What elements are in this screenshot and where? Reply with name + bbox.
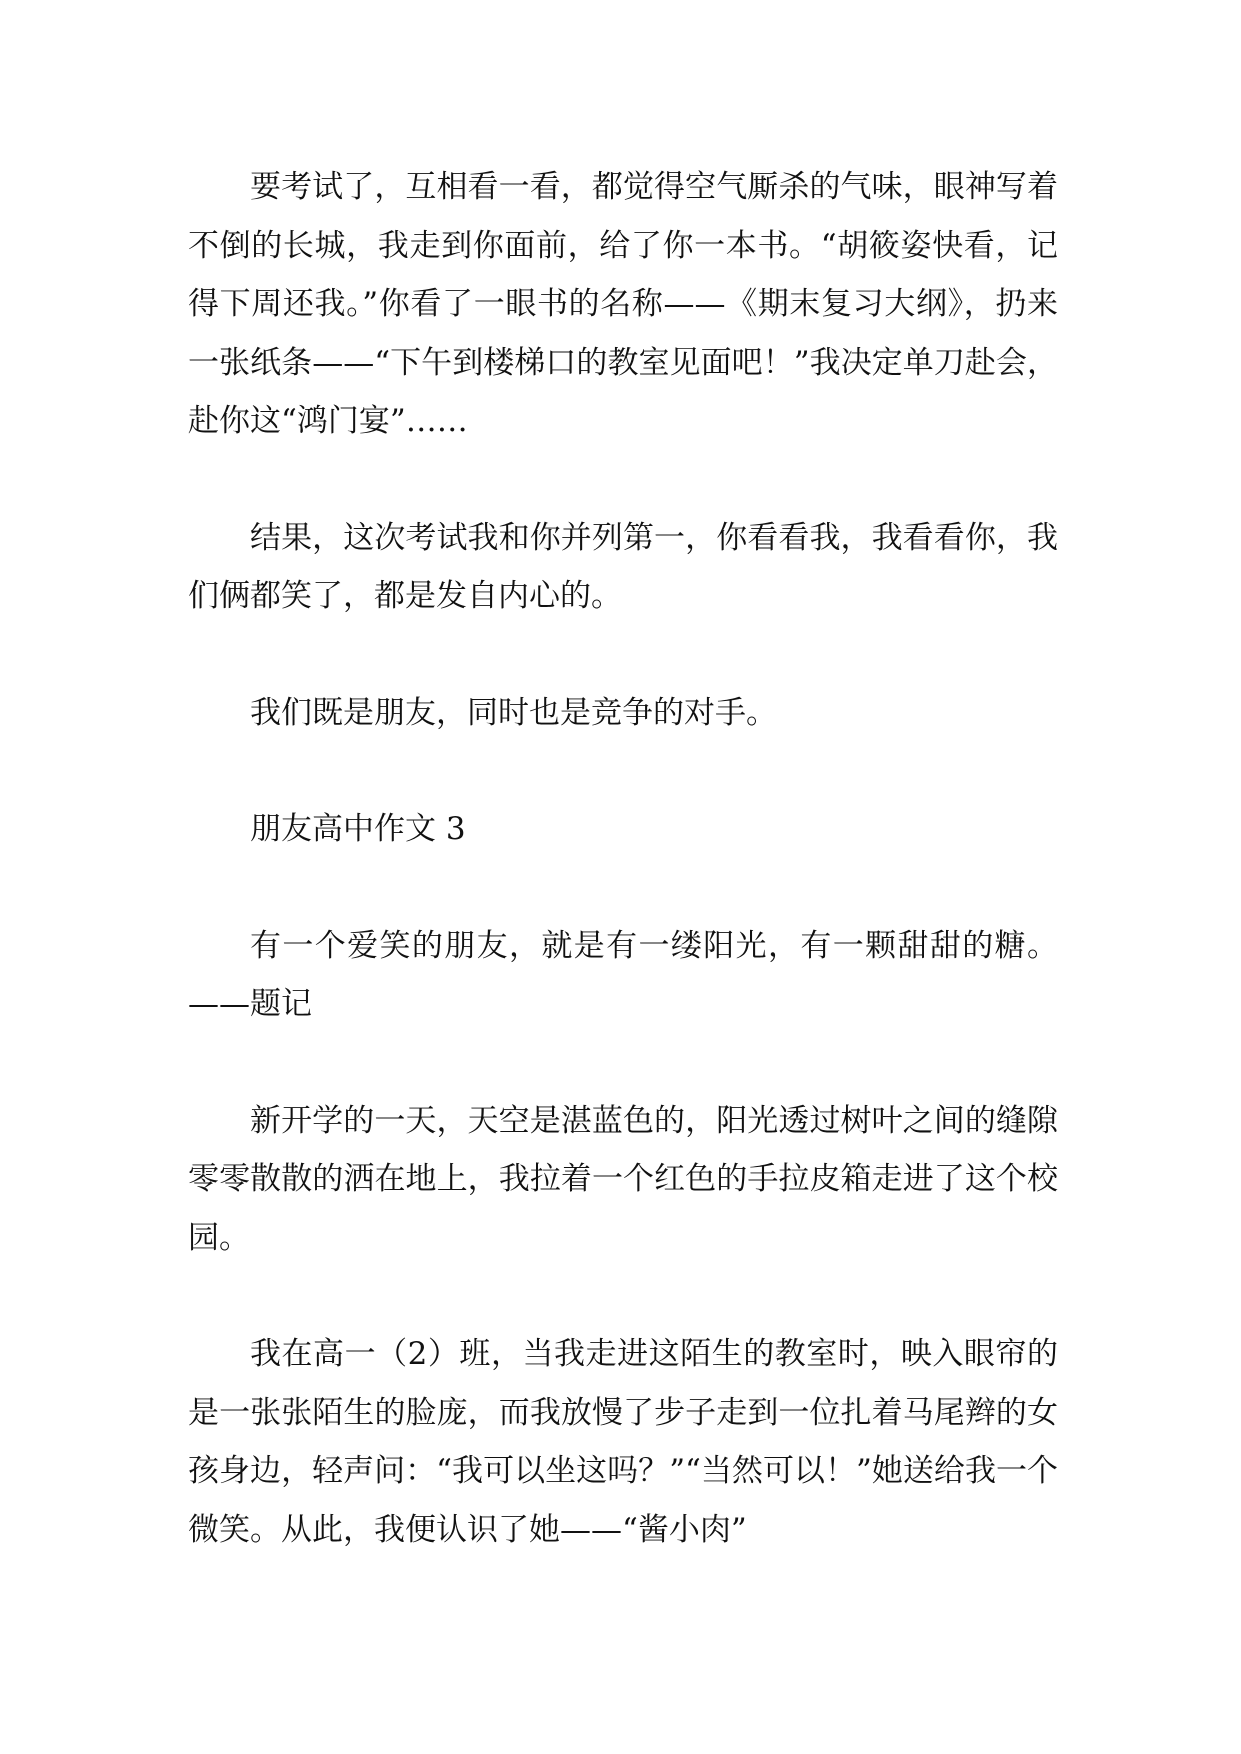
paragraph-exam-result: 结果，这次考试我和你并列第一，你看看我，我看看你，我们俩都笑了，都是发自内心的。 — [188, 519, 1058, 614]
paragraph-epigraph: 有一个爱笑的朋友，就是有一缕阳光，有一颗甜甜的糖。——题记 — [188, 927, 1058, 1022]
paragraph-exam-note: 要考试了，互相看一看，都觉得空气厮杀的气味，眼神写着不倒的长城，我走到你面前，给了你一本书。“胡筱姿快看，记得下周还我。”你看了一眼书的名称——《期末复习大纲》，扔来一张纸条——“下午到楼梯口的教室见面吧！”我决定单刀赴会，赴你这“鸿门宴”…… — [188, 169, 1058, 439]
essay-heading: 朋友高中作文 3 — [250, 811, 466, 847]
paragraph-new-school: 新开学的一天，天空是湛蓝色的，阳光透过树叶之间的缝隙零零散散的洒在地上，我拉着一个红色的手拉皮箱走进了这个校园。 — [188, 1102, 1058, 1256]
paragraph-classroom: 我在高一（2）班，当我走进这陌生的教室时，映入眼帘的是一张张陌生的脸庞，而我放慢了步子走到一位扎着马尾辫的女孩身边，轻声问：“我可以坐这吗？”“当然可以！”她送给我一个微笑。从此，我便认识了她——“酱小肉” — [188, 1336, 1058, 1548]
paragraph-friends-rivals: 我们既是朋友，同时也是竞争的对手。 — [250, 694, 777, 731]
document-body — [188, 158, 1058, 1559]
